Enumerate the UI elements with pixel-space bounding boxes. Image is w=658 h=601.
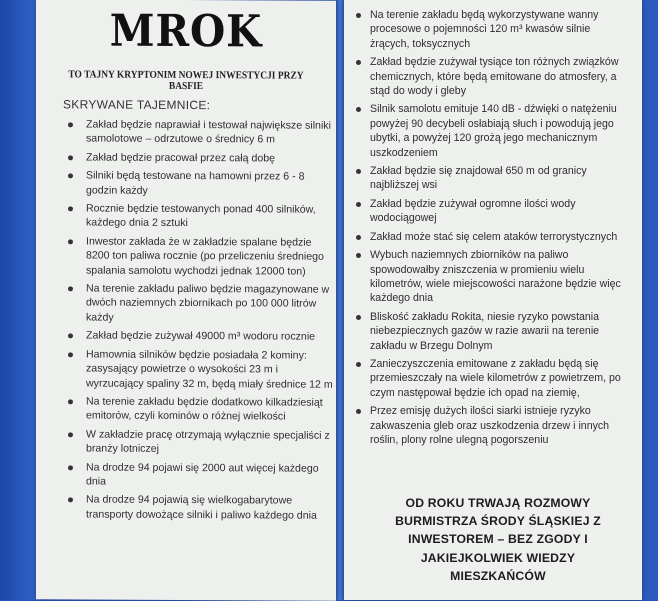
list-item	[370, 197, 630, 226]
list-item-text: Silnik samolotu emituje 140 dB - dźwięki o natężeniu powyżej 90 decybeli osłabiają słuch i powodują jego ubytki, a powyżej 120 grożą jego mechanicznym uszkodzeniem	[370, 103, 617, 159]
list-item-text: Zakład będzie zużywał 49000 m³ wodoru rocznie	[86, 329, 316, 343]
right-leaflet-page	[344, 0, 642, 600]
list-item-text: Zakład będzie się znajdował 650 m od granicy najbliższej wsi	[370, 165, 587, 192]
list-item	[86, 427, 334, 457]
bullet-icon	[68, 286, 73, 291]
list-item-text: W zakładzie pracę otrzymają wyłącznie specjaliści z branży lotniczej	[86, 428, 330, 455]
bullet-icon	[356, 315, 361, 320]
bullet-icon	[356, 169, 361, 174]
list-item-text: Zakład będzie naprawiał i testował największe silniki samolotowe – odrzutowe o średnicy 6 m	[86, 118, 331, 146]
list-item	[86, 169, 334, 199]
list-item-text: Bliskość zakładu Rokita, niesie ryzyko powstania niebezpiecznych gazów w razie awarii na terenie zakładu w Brzegu Dolnym	[370, 310, 600, 352]
secrets-heading: SKRYWANE TAJEMNICE:	[63, 97, 211, 113]
bullet-icon	[68, 334, 73, 339]
list-item	[370, 404, 630, 447]
list-item-text: Na terenie zakładu będą wykorzystywane wanny procesowe o pojemności 120 m³ kwasów silnie żrących, toksycznych	[370, 9, 599, 50]
list-item	[86, 460, 334, 490]
list-item-text: Na drodze 94 pojawi się 2000 aut więcej każdego dnia	[86, 461, 319, 488]
bullet-icon	[68, 465, 73, 470]
list-item-text: Hamownia silników będzie posiadała 2 kominy: zasysający powietrze o wysokości 23 m i wyrzucający spaliny 32 m, będą miały średnice 12 m	[86, 348, 333, 391]
bullet-icon	[356, 253, 361, 258]
bullet-icon	[356, 409, 361, 414]
bullet-icon	[356, 235, 361, 240]
bullet-icon	[68, 155, 73, 160]
bullet-icon	[68, 352, 73, 357]
list-item-text: Na terenie zakładu paliwo będzie magazynowane w dwóch naziemnych zbiornikach po 100 000 litrów każdy	[86, 282, 330, 324]
list-item	[86, 117, 334, 147]
left-leaflet-page	[36, 0, 336, 601]
list-item	[86, 282, 334, 327]
list-item-text: Silniki będą testowane na hamowni przez 6 - 8 godzin każdy	[86, 169, 305, 197]
bullet-icon	[68, 174, 73, 179]
list-item	[86, 329, 334, 345]
bullet-icon	[68, 399, 73, 404]
list-item	[370, 310, 630, 353]
leaflet-subtitle: TO TAJNY KRYPTONIM NOWEJ INWESTYCJI PRZY BASFIE	[68, 69, 304, 93]
list-item	[86, 202, 334, 232]
list-item	[86, 234, 334, 279]
bullet-icon	[68, 239, 73, 244]
list-item	[370, 357, 630, 400]
closing-statement: OD ROKU TRWAJĄ ROZMOWY BURMISTRZA ŚRODY ŚLĄSKIEJ Z INWESTOREM – BEZ ZGODY I JAKIEJKOLWIEK WIEDZY MIESZKAŃCÓW	[395, 496, 601, 583]
list-item-text: Rocznie będzie testowanych ponad 400 silników, każdego dnia 2 sztuki	[86, 202, 316, 230]
list-item	[370, 248, 630, 306]
risks-list	[370, 8, 630, 451]
list-item	[370, 8, 630, 51]
list-item-text: Na drodze 94 pojawią się wielkogabarytowe transporty dowożące silniki i paliwo każdego dnia	[86, 493, 317, 522]
list-item-text: Inwestor zakłada że w zakładzie spalane będzie 8200 ton paliwa rocznie (po przeliczeniu średniego spalania samolotu wychodzi jednak 12000 ton)	[86, 235, 324, 278]
bullet-icon	[356, 13, 361, 18]
blue-background-left	[0, 0, 40, 600]
list-item	[86, 493, 334, 523]
secrets-list	[86, 117, 334, 526]
list-item	[370, 102, 630, 160]
list-item-text: Zakład będzie zużywał ogromne ilości wody wodociągowej	[370, 197, 576, 225]
list-item	[370, 55, 630, 98]
list-item	[86, 394, 334, 424]
bullet-icon	[68, 498, 73, 503]
leaflet-title: MROK	[109, 5, 263, 58]
bullet-icon	[356, 107, 361, 112]
blue-background-right	[640, 0, 658, 600]
list-item-text: Zakład będzie zużywał tysiące ton różnych związków chemicznych, które będą emitowane do atmosfery, a stąd do wody i gleby	[370, 56, 619, 98]
bullet-icon	[68, 432, 73, 437]
list-item-text: Wybuch naziemnych zbiorników na paliwo spowodowałby zniszczenia w promieniu wielu kilometrów, wiele miejscowości narażone będzie więc każdego dnia	[370, 249, 621, 305]
bullet-icon	[356, 202, 361, 207]
list-item-text: Zakład może stać się celem ataków terrorystycznych	[370, 230, 618, 243]
list-item-text: Przez emisję dużych ilości siarki istnieje ryzyko zakwaszenia gleb oraz uszkodzenia drzew i innych roślin, plony rolne ulegną pogorszeniu	[370, 405, 610, 446]
list-item	[370, 230, 630, 244]
bullet-icon	[356, 60, 361, 65]
list-item	[370, 164, 630, 193]
list-item-text: Zanieczyszczenia emitowane z zakładu będą się przemieszczały na wiele kilometrów z powietrzem, po czym następował będzie ich opad na ziemię,	[370, 357, 621, 399]
bullet-icon	[68, 122, 73, 127]
bullet-icon	[68, 206, 73, 211]
bullet-icon	[356, 362, 361, 367]
list-item	[86, 347, 334, 392]
list-item-text: Zakład będzie pracował przez całą dobę	[86, 151, 276, 165]
list-item	[86, 150, 334, 166]
list-item-text: Na terenie zakładu będzie dodatkowo kilkadziesiąt emitorów, czyli kominów o różnej wielkości	[86, 395, 323, 423]
